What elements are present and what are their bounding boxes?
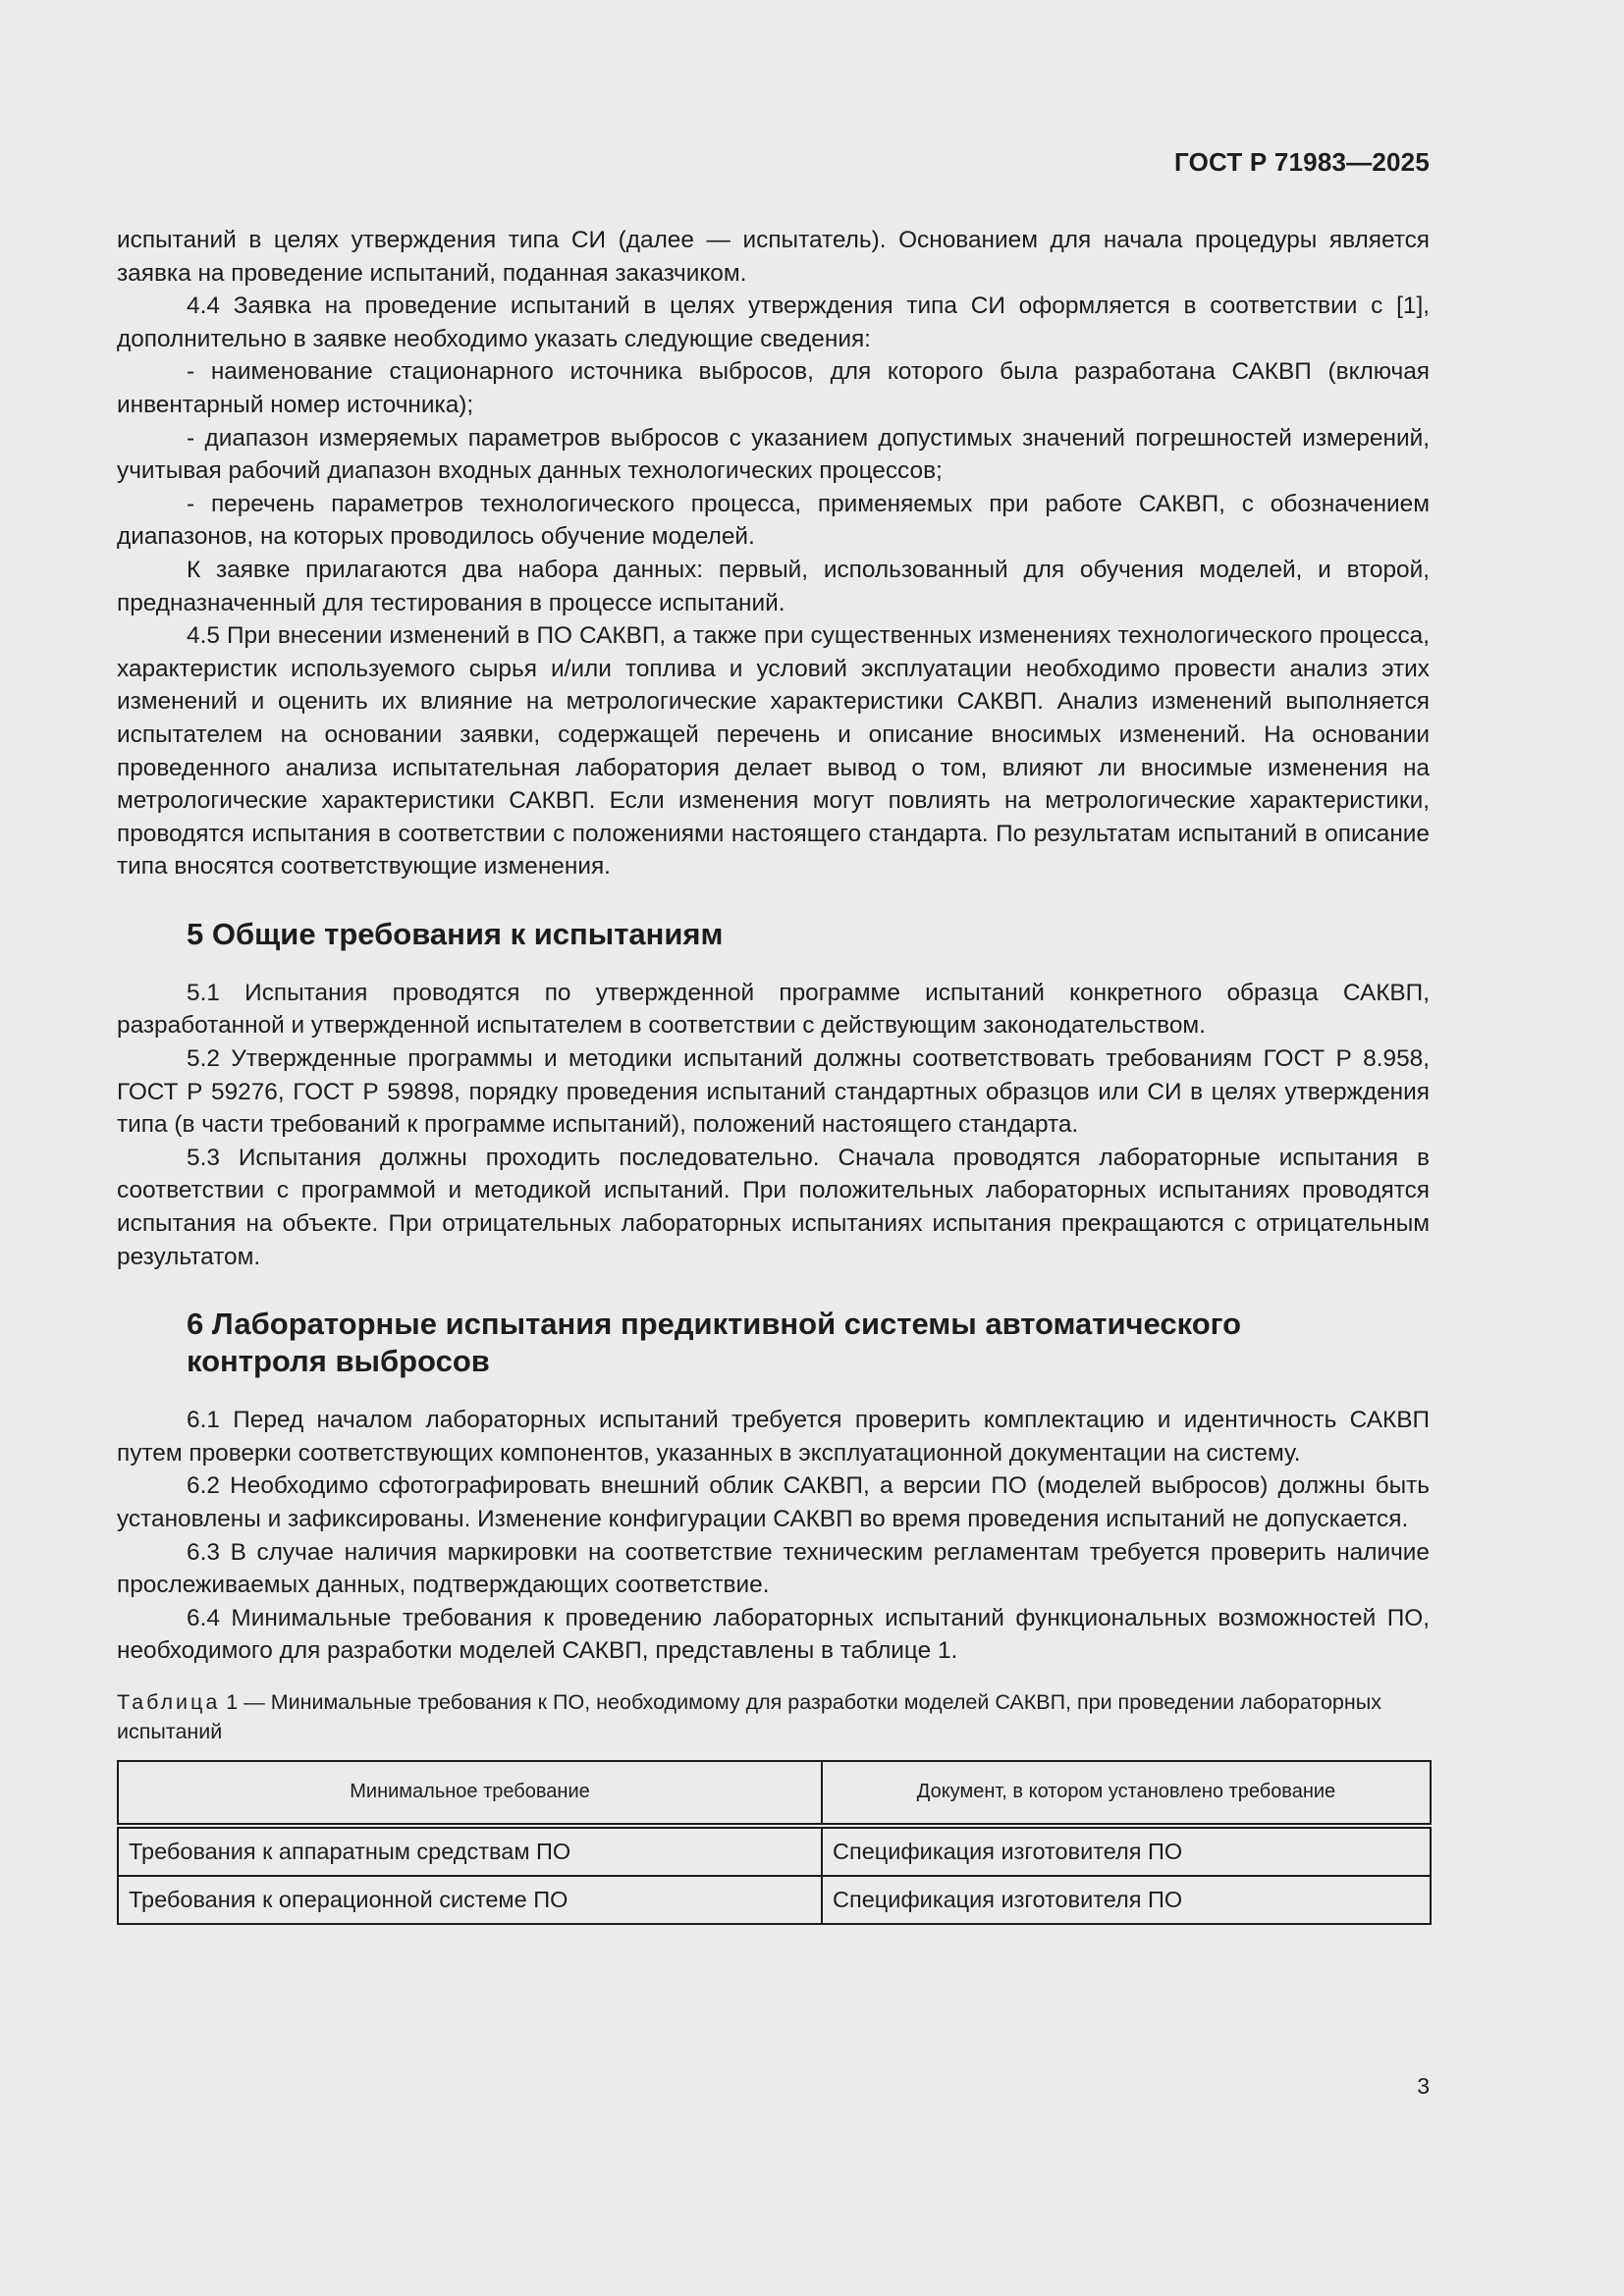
table-caption-label: Таблица [117, 1689, 221, 1714]
table-caption [117, 1687, 1430, 1746]
table-row [118, 1876, 1431, 1924]
list-item: - диапазон измеряемых параметров выбросов с указанием допустимых значений погрешностей измерений, учитывая рабочий диапазон входных данных технологических процессов; [117, 424, 1430, 485]
table-header-cell: Минимальное требование [118, 1761, 822, 1826]
paragraph: 6.1 Перед началом лабораторных испытаний требуется проверить комплектацию и идентичность САКВП путем проверки соответствующих компонентов, указанных в эксплуатационной документации на систему. [117, 1407, 1430, 1467]
table-header-cell: Документ, в котором установлено требование [822, 1761, 1431, 1826]
list-item: - наименование стационарного источника выбросов, для которого была разработана САКВП (включая инвентарный номер источника); [117, 358, 1430, 418]
table-cell: Требования к аппаратным средствам ПО [118, 1826, 822, 1876]
paragraph: 6.4 Минимальные требования к проведению лабораторных испытаний функциональных возможностей ПО, необходимого для разработки моделей САКВП, представлены в таблице 1. [117, 1604, 1430, 1665]
paragraph: 6.3 В случае наличия маркировки на соответствие техническим регламентам требуется проверить наличие прослеживаемых данных, подтверждающих соответствие. [117, 1538, 1430, 1599]
table-caption-text: 1 — Минимальные требования к ПО, необходимому для разработки моделей САКВП, при проведении лабораторных испытаний [117, 1689, 1381, 1743]
table-cell: Требования к операционной системе ПО [118, 1876, 822, 1924]
paragraph: 5.2 Утвержденные программы и методики испытаний должны соответствовать требованиям ГОСТ Р 8.958, ГОСТ Р 59276, ГОСТ Р 59898, порядку проведения испытаний стандартных образцов или СИ в целях утверждения типа (в части требований к программе испытаний), положений настоящего стандарта. [117, 1045, 1430, 1139]
paragraph: 4.5 При внесении изменений в ПО САКВП, а также при существенных изменениях технологического процесса, характеристик используемого сырья и/или топлива и условий эксплуатации необходимо провести анализ этих изменений и оценить их влияние на метрологические характеристики САКВП. Анализ изменений выполняется испытателем на основании заявки, содержащей перечень и описание вносимых изменений. На основании проведенного анализа испытательная лаборатория делает вывод о том, влияют ли вносимые изменения на метрологические характеристики САКВП. Если изменения могут повлиять на метрологические характеристики, проводятся испытания в соответствии с положениями настоящего стандарта. По результатам испытаний в описание типа вносятся соответствующие изменения. [117, 622, 1430, 881]
paragraph: испытаний в целях утверждения типа СИ (далее — испытатель). Основанием для начала процедуры является заявка на проведение испытаний, поданная заказчиком. [117, 227, 1430, 287]
paragraph: 5.3 Испытания должны проходить последовательно. Сначала проводятся лабораторные испытания в соответствии с программой и методикой испытаний. При положительных лабораторных испытаниях проводятся испытания на объекте. При отрицательных лабораторных испытаниях испытания прекращаются с отрицательным результатом. [117, 1144, 1430, 1270]
section-heading: 5 Общие требования к испытаниям [187, 916, 724, 951]
section-heading-line: контроля выбросов [187, 1344, 490, 1379]
table-row [118, 1826, 1431, 1876]
list-item: - перечень параметров технологического процесса, применяемых при работе САКВП, с обозначением диапазонов, на которых проводилось обучение моделей. [117, 490, 1430, 551]
paragraph: 4.4 Заявка на проведение испытаний в целях утверждения типа СИ оформляется в соответствии с [1], дополнительно в заявке необходимо указать следующие сведения: [117, 293, 1430, 352]
page-number: 3 [1417, 2073, 1430, 2099]
paragraph: К заявке прилагаются два набора данных: первый, использованный для обучения моделей, и второй, предназначенный для тестирования в процессе испытаний. [117, 556, 1430, 616]
table-cell: Спецификация изготовителя ПО [822, 1876, 1431, 1924]
table-cell: Спецификация изготовителя ПО [822, 1826, 1431, 1876]
paragraph: 6.2 Необходимо сфотографировать внешний облик САКВП, а версии ПО (моделей выбросов) должны быть установлены и зафиксированы. Изменение конфигурации САКВП во время проведения испытаний не допускается. [117, 1472, 1430, 1532]
paragraph: 5.1 Испытания проводятся по утвержденной программе испытаний конкретного образца САКВП, разработанной и утвержденной испытателем в соответствии с действующим законодательством. [117, 979, 1430, 1040]
requirements-table [117, 1760, 1432, 1925]
document-header: ГОСТ Р 71983—2025 [1174, 147, 1430, 177]
table-header-row [118, 1761, 1431, 1826]
document-body [117, 224, 1430, 1925]
section-heading [117, 1306, 1430, 1380]
section-heading-line: 6 Лабораторные испытания предиктивной системы автоматического [187, 1307, 1242, 1342]
